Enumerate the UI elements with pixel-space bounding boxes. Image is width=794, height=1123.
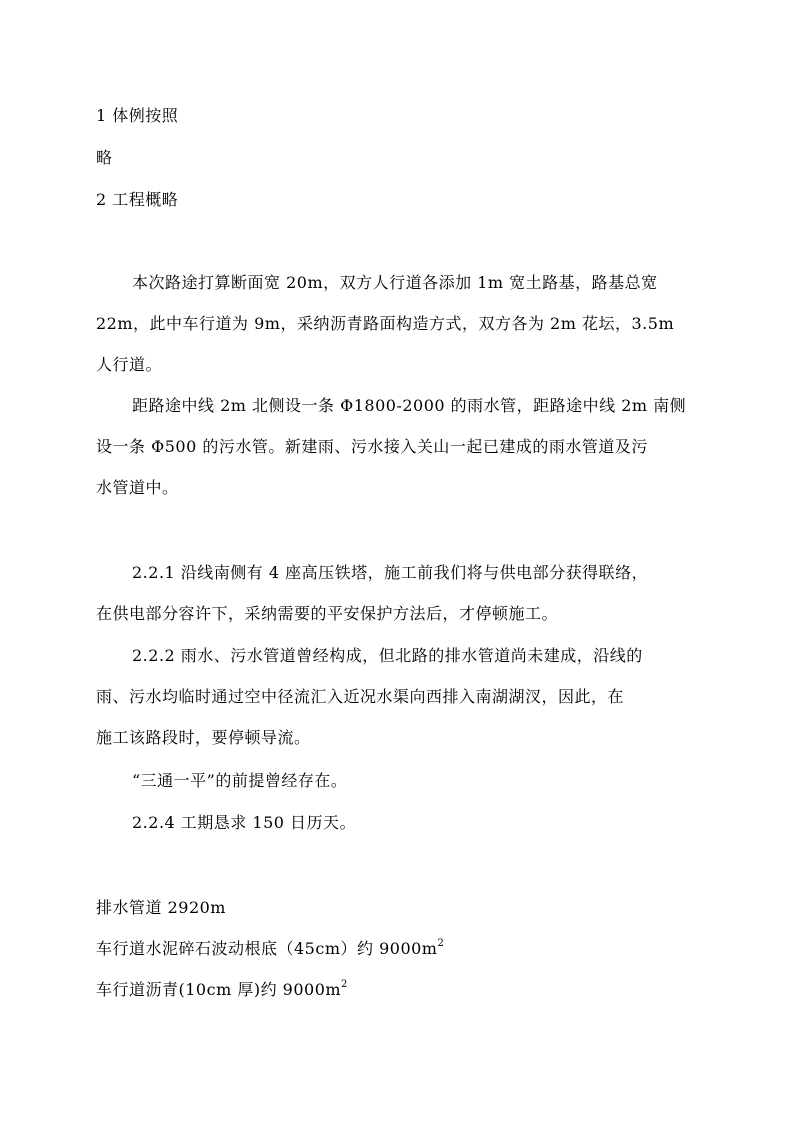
- section-1-heading: 1 体例按照: [96, 106, 179, 125]
- paragraph-2-line-2: 设一条 Φ500 的污水管。新建雨、污水接入关山一起已建成的雨水管道及污: [96, 437, 648, 456]
- paragraph-5-line-1: “三通一平”的前提曾经存在。: [132, 771, 348, 790]
- paragraph-3-line-2: 在供电部分容许下，采纳需要的平安保护方法后，才停顿施工。: [96, 604, 559, 623]
- section-2-heading: 2 工程概略: [96, 190, 179, 209]
- paragraph-4-line-1: 2.2.2 雨水、污水管道曾经构成，但北路的排水管道尚未建成，沿线的: [132, 646, 643, 665]
- quantity-cement-base-text: 车行道水泥碎石波动根底（45cm）约 9000m: [96, 939, 438, 958]
- paragraph-2-line-1: 距路途中线 2m 北侧设一条 Φ1800-2000 的雨水管，距路途中线 2m 南侧: [132, 396, 687, 415]
- quantity-asphalt-unit-sup: 2: [341, 978, 348, 990]
- section-1-body: 略: [96, 148, 113, 167]
- paragraph-1-line-2: 22m，此中车行道为 9m，采纳沥青路面构造方式，双方各为 2m 花坛，3.5m: [96, 314, 675, 333]
- quantity-cement-base: [96, 939, 696, 959]
- quantity-drainage-pipe: 排水管道 2920m: [96, 898, 226, 917]
- paragraph-4-line-2: 雨、污水均临时通过空中径流汇入近况水渠向西排入南湖湖汊，因此，在: [96, 687, 625, 706]
- paragraph-1-line-1: 本次路途打算断面宽 20m，双方人行道各添加 1m 宽土路基，路基总宽: [132, 273, 658, 292]
- paragraph-6-line-1: 2.2.4 工期恳求 150 日历天。: [132, 813, 357, 832]
- paragraph-1-line-3: 人行道。: [96, 355, 163, 374]
- paragraph-2-line-3: 水管道中。: [96, 478, 179, 497]
- quantity-cement-base-unit-sup: 2: [437, 937, 445, 949]
- quantity-asphalt: [96, 980, 696, 1000]
- paragraph-4-line-3: 施工该路段时，要停顿导流。: [96, 728, 311, 747]
- quantity-asphalt-text: 车行道沥青(10cm 厚)约 9000m: [96, 980, 342, 999]
- paragraph-3-line-1: 2.2.1 沿线南侧有 4 座高压铁塔，施工前我们将与供电部分获得联络，: [132, 563, 649, 582]
